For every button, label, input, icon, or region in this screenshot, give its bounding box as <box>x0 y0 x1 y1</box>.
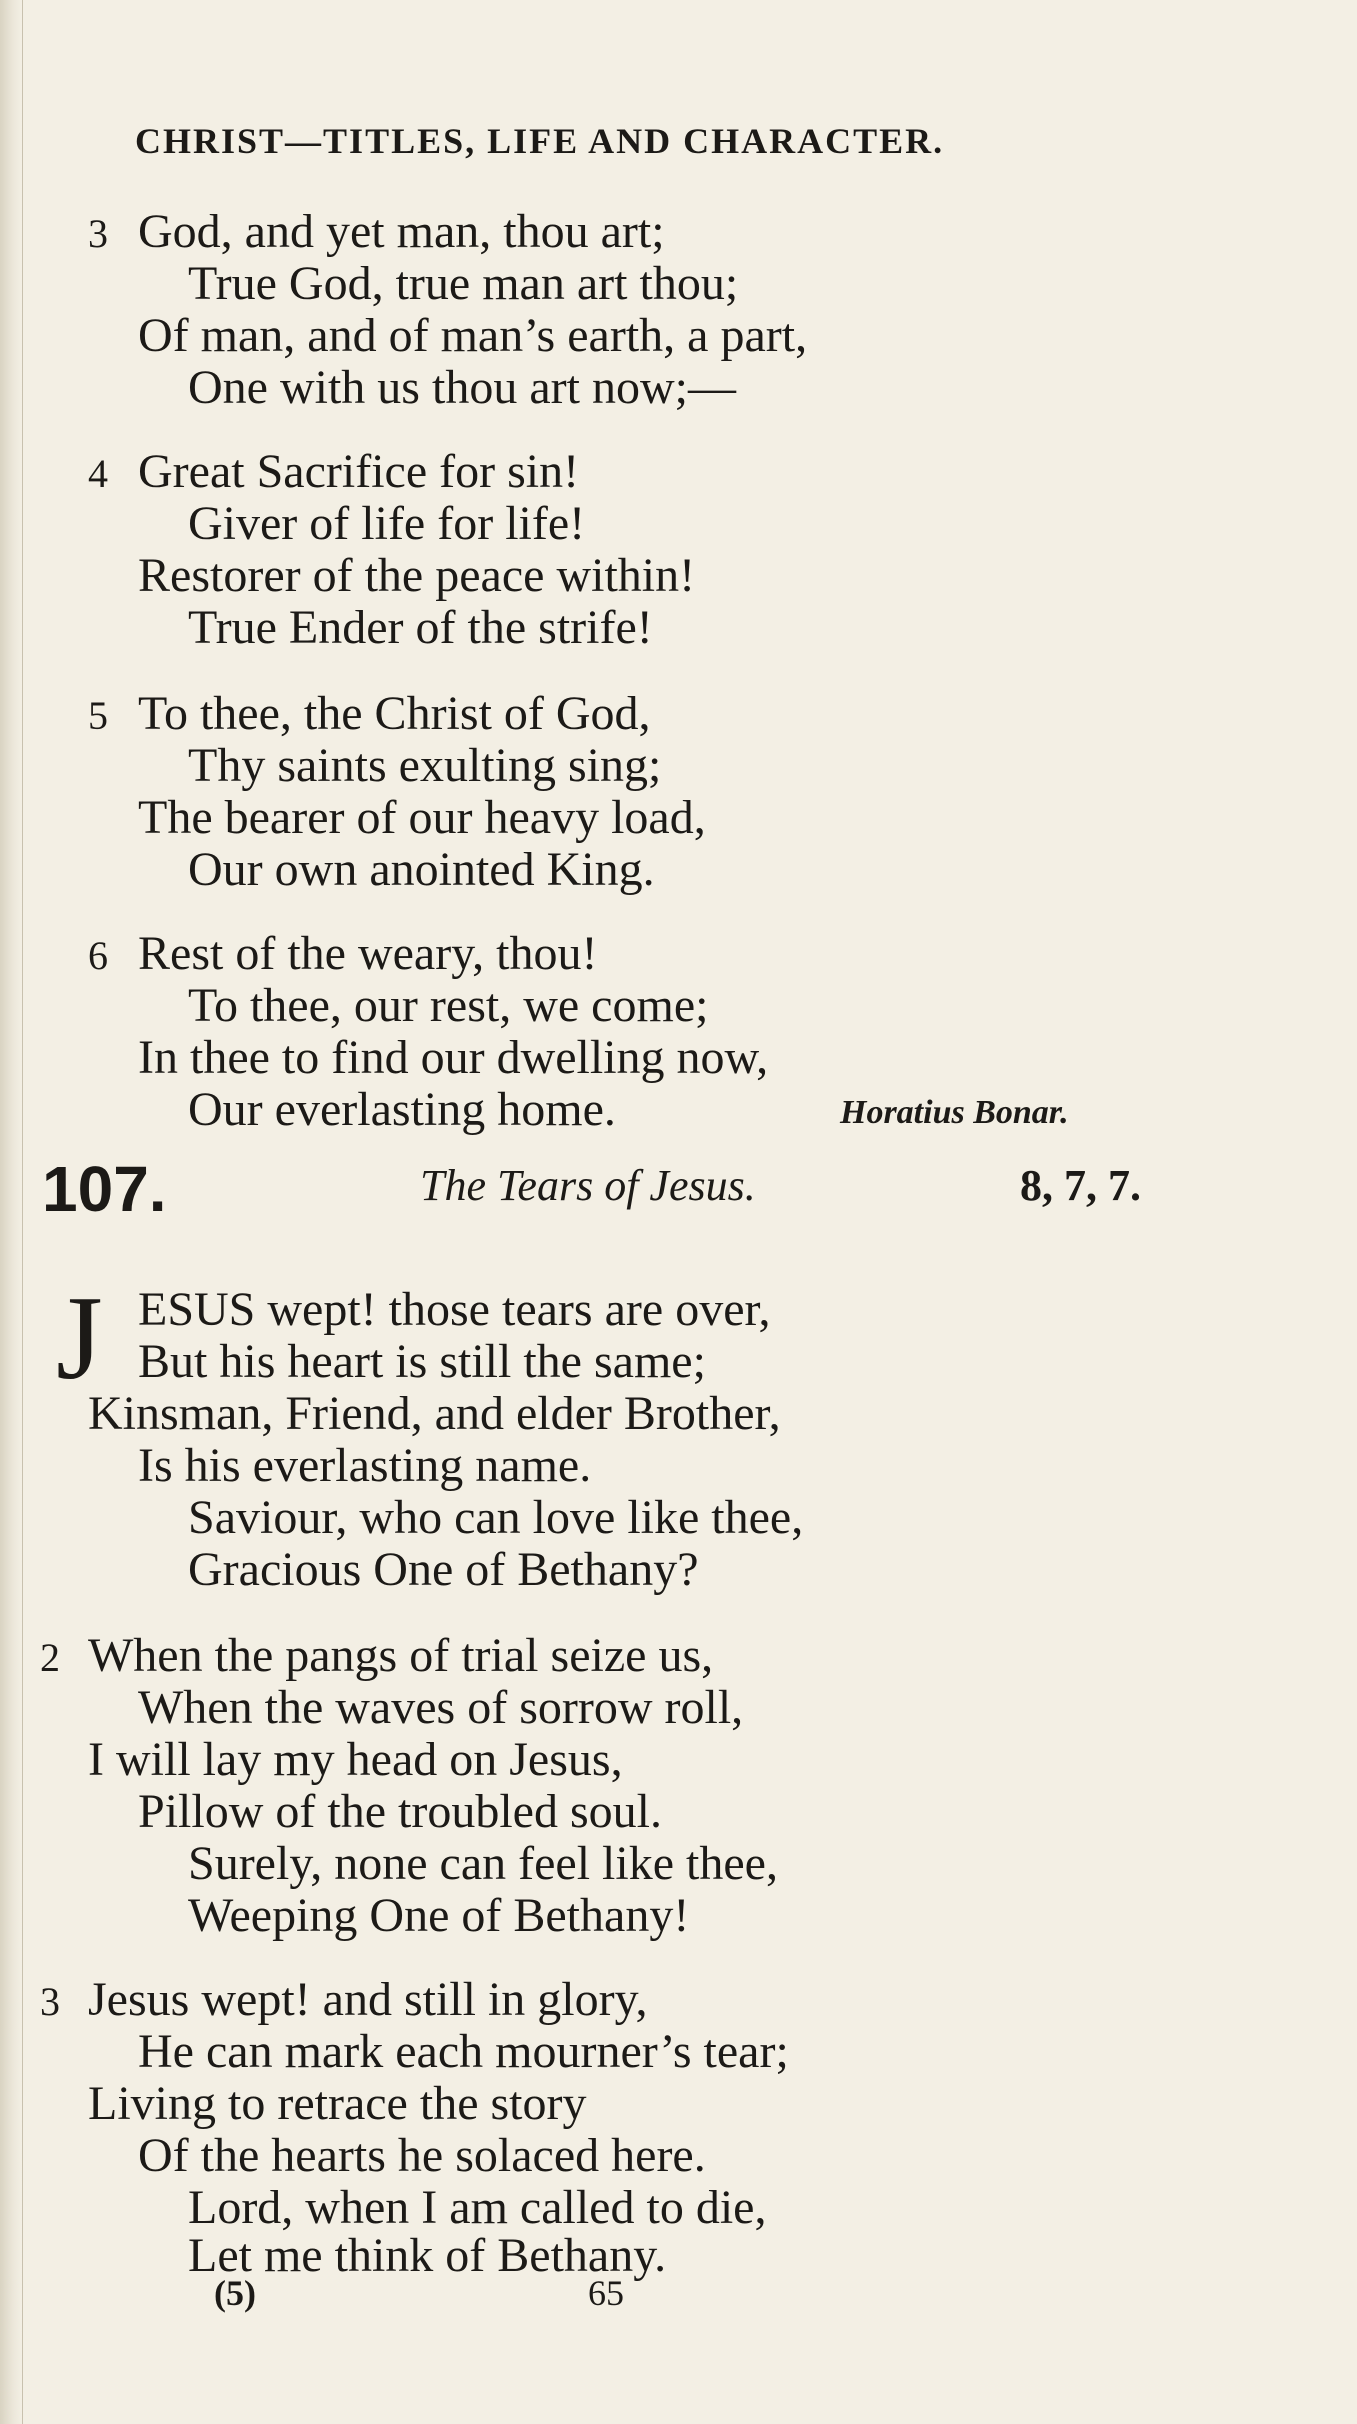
stanza-number: 4 <box>88 451 108 496</box>
verse-line: Surely, none can feel like thee, <box>188 1837 778 1890</box>
verse-line: Pillow of the troubled soul. <box>138 1785 662 1838</box>
verse-line: To thee, the Christ of God, <box>138 687 651 740</box>
verse-line: Our own anointed King. <box>188 843 655 896</box>
verse-line: When the waves of sorrow roll, <box>138 1681 744 1734</box>
stanza-number: 6 <box>88 933 108 978</box>
verse-line: Restorer of the peace within! <box>138 549 696 602</box>
verse-line: God, and yet man, thou art; <box>138 205 665 258</box>
verse-line: Rest of the weary, thou! <box>138 927 598 980</box>
verse-line: I will lay my head on Jesus, <box>88 1733 623 1786</box>
verse-line: To thee, our rest, we come; <box>188 979 709 1032</box>
verse-line: Saviour, who can love like thee, <box>188 1491 804 1544</box>
verse-line: Gracious One of Bethany? <box>188 1543 699 1596</box>
page-number: 65 <box>588 2273 624 2313</box>
verse-line: He can mark each mourner’s tear; <box>138 2025 789 2078</box>
verse-line: When the pangs of trial seize us, <box>88 1629 714 1682</box>
verse-line: Weeping One of Bethany! <box>188 1889 690 1942</box>
drop-cap: J <box>56 1271 103 1404</box>
stanza-number: 3 <box>40 1979 60 2024</box>
verse-line: Is his everlasting name. <box>138 1439 592 1492</box>
stanza-number: 5 <box>88 693 108 738</box>
verse-line: Jesus wept! and still in glory, <box>88 1973 648 2026</box>
verse-line: Thy saints exulting sing; <box>188 739 662 792</box>
verse-line: Living to retrace the story <box>88 2077 587 2130</box>
running-head: CHRIST—TITLES, LIFE AND CHARACTER. <box>135 121 945 161</box>
hymn-author: Horatius Bonar. <box>840 1094 1069 1131</box>
verse-line: Our everlasting home. <box>188 1083 616 1136</box>
page-binding-edge <box>0 0 23 2424</box>
hymn-title: The Tears of Jesus. <box>420 1161 756 1210</box>
verse-line: Let me think of Bethany. <box>188 2229 667 2282</box>
verse-line: Giver of life for life! <box>188 497 586 550</box>
verse-line: True God, true man art thou; <box>188 257 739 310</box>
hymn-meter: 8, 7, 7. <box>1020 1161 1141 1210</box>
hymn-number: 107. <box>42 1153 167 1225</box>
verse-line: Lord, when I am called to die, <box>188 2181 767 2234</box>
verse-line: True Ender of the strife! <box>188 601 653 654</box>
verse-line: One with us thou art now;— <box>188 361 736 414</box>
stanza-number: 2 <box>40 1635 60 1680</box>
verse-line: But his heart is still the same; <box>138 1335 706 1388</box>
verse-line: Kinsman, Friend, and elder Brother, <box>88 1387 781 1440</box>
verse-line: Great Sacrifice for sin! <box>138 445 580 498</box>
verse-line: ESUS wept! those tears are over, <box>138 1283 771 1336</box>
verse-line: The bearer of our heavy load, <box>138 791 706 844</box>
signature-mark: (5) <box>214 2273 256 2313</box>
stanza-number: 3 <box>88 211 108 256</box>
verse-line: Of the hearts he solaced here. <box>138 2129 706 2182</box>
verse-line: In thee to find our dwelling now, <box>138 1031 769 1084</box>
verse-line: Of man, and of man’s earth, a part, <box>138 309 808 362</box>
